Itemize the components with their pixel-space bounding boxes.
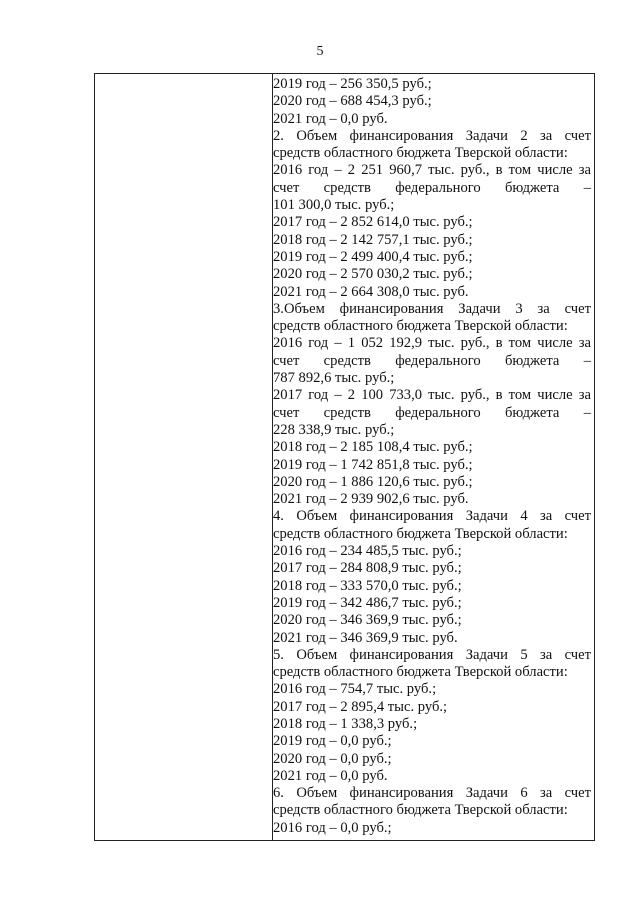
text-line: 2019 год – 2 499 400,4 тыс. руб.; (273, 248, 473, 265)
text-line: 2021 год – 2 664 308,0 тыс. руб. (273, 283, 469, 300)
text-line: 228 338,9 тыс. руб.; (273, 421, 395, 438)
text-line: 2017 год – 2 895,4 тыс. руб.; (273, 698, 448, 715)
text-line: 2019 год – 256 350,5 руб.; (273, 76, 432, 92)
text-line: 2. Объем финансирования Задачи 2 за счет (273, 127, 591, 144)
table-left-column (95, 74, 273, 840)
text-line: 2020 год – 1 886 120,6 тыс. руб.; (273, 473, 473, 490)
text-line: 101 300,0 тыс. руб.; (273, 197, 395, 214)
page-number: 5 (316, 44, 324, 59)
text-line: 2018 год – 333 570,0 тыс. руб.; (273, 577, 462, 594)
text-line: 3.Объем финансирования Задачи 3 за счет (273, 300, 591, 317)
text-line: счет средств федерального бюджета – (273, 404, 591, 421)
text-line: средств областного бюджета Тверской области: (273, 318, 568, 335)
text-line: 2018 год – 2 185 108,4 тыс. руб.; (273, 439, 473, 456)
text-line: 2018 год – 2 142 757,1 тыс. руб.; (273, 231, 473, 248)
text-line: 2020 год – 346 369,9 тыс. руб.; (273, 612, 462, 629)
text-line: 4. Объем финансирования Задачи 4 за счет (273, 508, 591, 525)
text-line: 5. Объем финансирования Задачи 5 за счет (273, 646, 591, 663)
text-line: 6. Объем финансирования Задачи 6 за счет (273, 785, 591, 802)
text-line: средств областного бюджета Тверской области: (273, 145, 568, 162)
text-line: 2021 год – 2 939 902,6 тыс. руб. (273, 491, 469, 508)
text-line: средств областного бюджета Тверской области: (273, 525, 568, 542)
text-line: 2017 год – 2 100 733,0 тыс. руб., в том числе за (273, 387, 591, 404)
text-line: 2018 год – 1 338,3 руб.; (273, 715, 418, 732)
text-line: счет средств федерального бюджета – (273, 352, 591, 369)
text-line: 2016 год – 234 485,5 тыс. руб.; (273, 543, 462, 560)
text-line: 2020 год – 0,0 руб.; (273, 750, 392, 767)
text-line: 2017 год – 284 808,9 тыс. руб.; (273, 560, 462, 577)
text-line: 2020 год – 688 454,3 руб.; (273, 93, 432, 110)
text-line: средств областного бюджета Тверской области: (273, 802, 568, 819)
financing-table (94, 73, 595, 841)
text-line: 2019 год – 0,0 руб.; (273, 733, 392, 750)
text-line: 2019 год – 342 486,7 тыс. руб.; (273, 594, 462, 611)
text-line: 787 892,6 тыс. руб.; (273, 370, 395, 387)
text-line: 2016 год – 0,0 руб.; (273, 819, 392, 836)
text-line: 2021 год – 346 369,9 тыс. руб. (273, 629, 458, 646)
text-line: 2020 год – 2 570 030,2 тыс. руб.; (273, 266, 473, 283)
text-line: 2017 год – 2 852 614,0 тыс. руб.; (273, 214, 473, 231)
text-line: 2019 год – 1 742 851,8 тыс. руб.; (273, 456, 473, 473)
text-line: 2016 год – 754,7 тыс. руб.; (273, 681, 437, 698)
text-line: счет средств федерального бюджета – (273, 179, 591, 196)
text-line: средств областного бюджета Тверской области: (273, 664, 568, 681)
text-line: 2016 год – 2 251 960,7 тыс. руб., в том числе за (273, 162, 591, 179)
text-line: 2016 год – 1 052 192,9 тыс. руб., в том числе за (273, 335, 591, 352)
table-right-column (273, 76, 591, 837)
text-line: 2021 год – 0,0 руб. (273, 767, 388, 784)
text-line: 2021 год – 0,0 руб. (273, 110, 388, 127)
